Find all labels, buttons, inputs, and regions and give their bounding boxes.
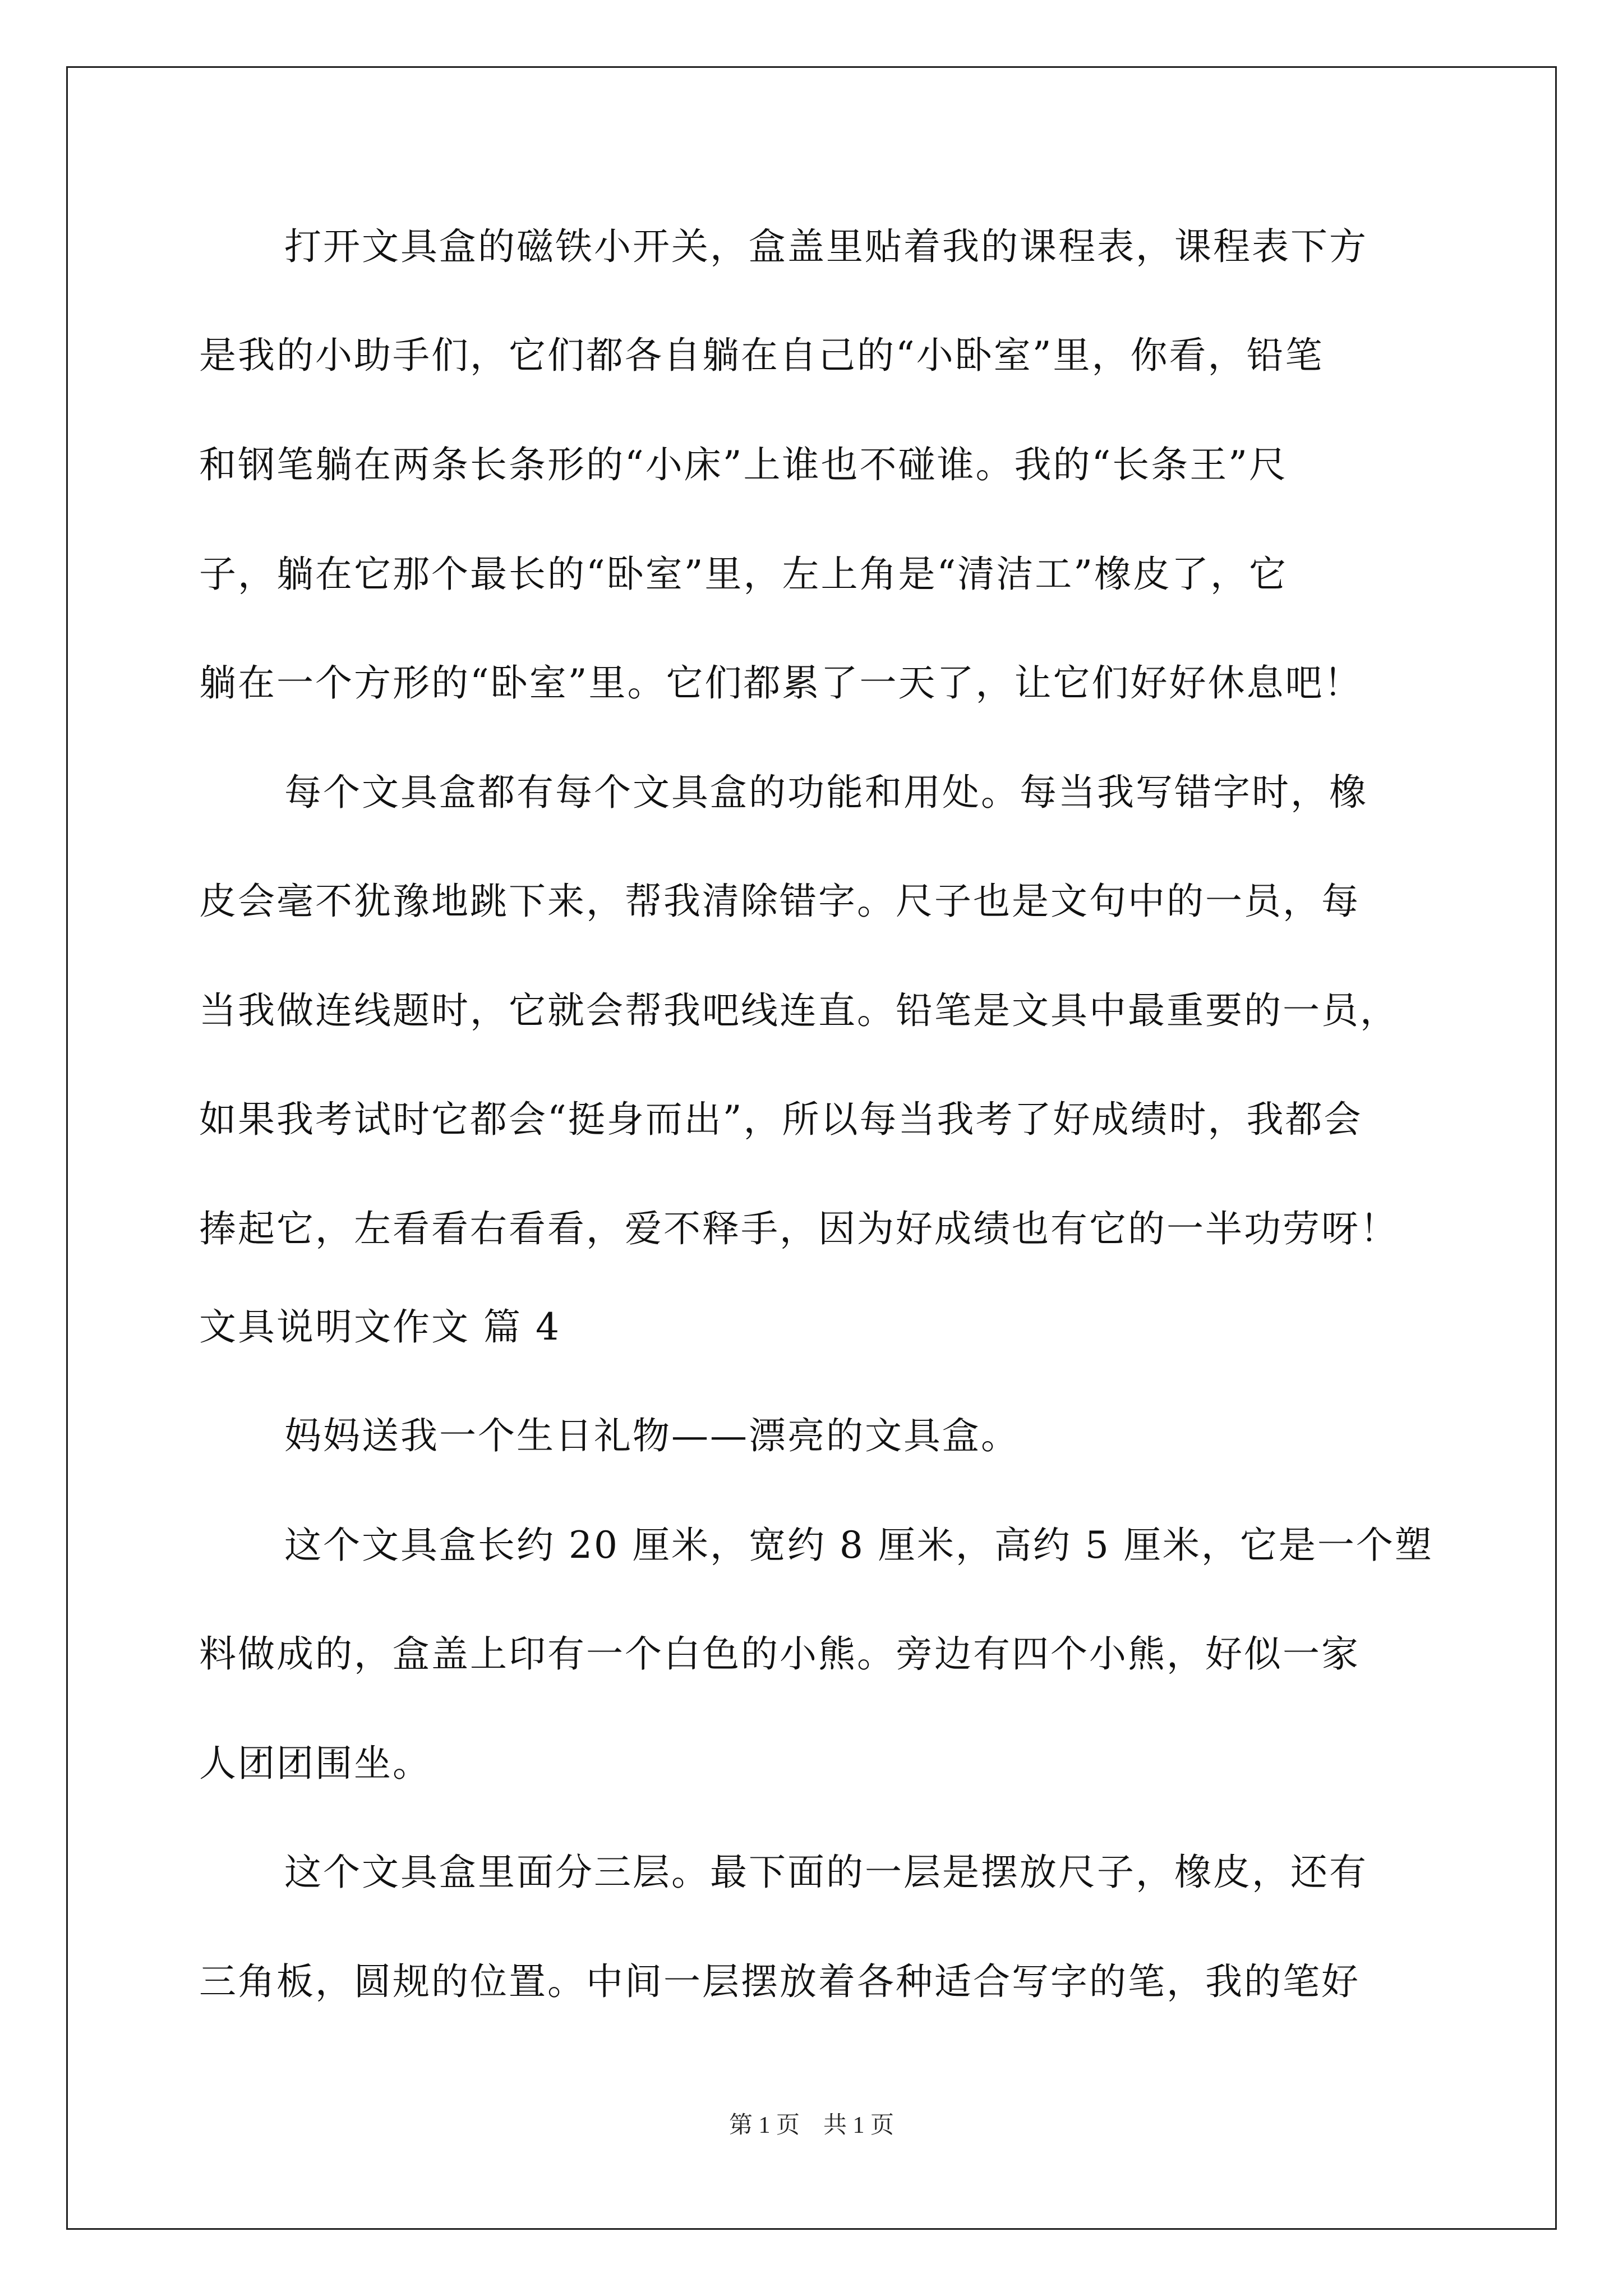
paragraph-line: 每个文具盒都有每个文具盒的功能和用处。每当我写错字时，橡 xyxy=(284,771,1368,814)
paragraph-line: 这个文具盒里面分三层。最下面的一层是摆放尺子，橡皮，还有 xyxy=(284,1851,1368,1894)
paragraph-line: 打开文具盒的磁铁小开关，盒盖里贴着我的课程表，课程表下方 xyxy=(284,225,1368,268)
paragraph-line: 和钢笔躺在两条长条形的“小床”上谁也不碰谁。我的“长条王”尺 xyxy=(199,443,1288,486)
paragraph-line: 这个文具盒长约 20 厘米，宽约 8 厘米，高约 5 厘米，它是一个塑 xyxy=(284,1524,1433,1567)
paragraph-line: 人团团围坐。 xyxy=(199,1742,431,1785)
paragraph-line: 如果我考试时它都会“挺身而出”，所以每当我考了好成绩时，我都会 xyxy=(199,1098,1363,1141)
paragraph-line: 妈妈送我一个生日礼物——漂亮的文具盒。 xyxy=(284,1414,1020,1457)
paragraph-line: 捧起它，左看看右看看，爱不释手，因为好成绩也有它的一半功劳呀！ xyxy=(199,1207,1399,1250)
paragraph-line: 当我做连线题时，它就会帮我吧线连直。铅笔是文具中最重要的一员， xyxy=(199,989,1399,1032)
paragraph-line: 料做成的，盒盖上印有一个白色的小熊。旁边有四个小熊，好似一家 xyxy=(199,1632,1360,1676)
paragraph-line: 三角板，圆规的位置。中间一层摆放着各种适合写字的笔，我的笔好 xyxy=(199,1960,1360,2003)
paragraph-line: 子，躺在它那个最长的“卧室”里，左上角是“清洁工”橡皮了，它 xyxy=(199,553,1288,596)
paragraph-line: 皮会毫不犹豫地跳下来，帮我清除错字。尺子也是文句中的一员，每 xyxy=(199,880,1360,923)
section-heading: 文具说明文作文 篇 4 xyxy=(199,1305,561,1349)
paragraph-line: 是我的小助手们，它们都各自躺在自己的“小卧室”里，你看，铅笔 xyxy=(199,334,1324,377)
paragraph-line: 躺在一个方形的“卧室”里。它们都累了一天了，让它们好好休息吧！ xyxy=(199,661,1363,705)
page-number: 第 1 页 共 1 页 xyxy=(728,2113,894,2138)
